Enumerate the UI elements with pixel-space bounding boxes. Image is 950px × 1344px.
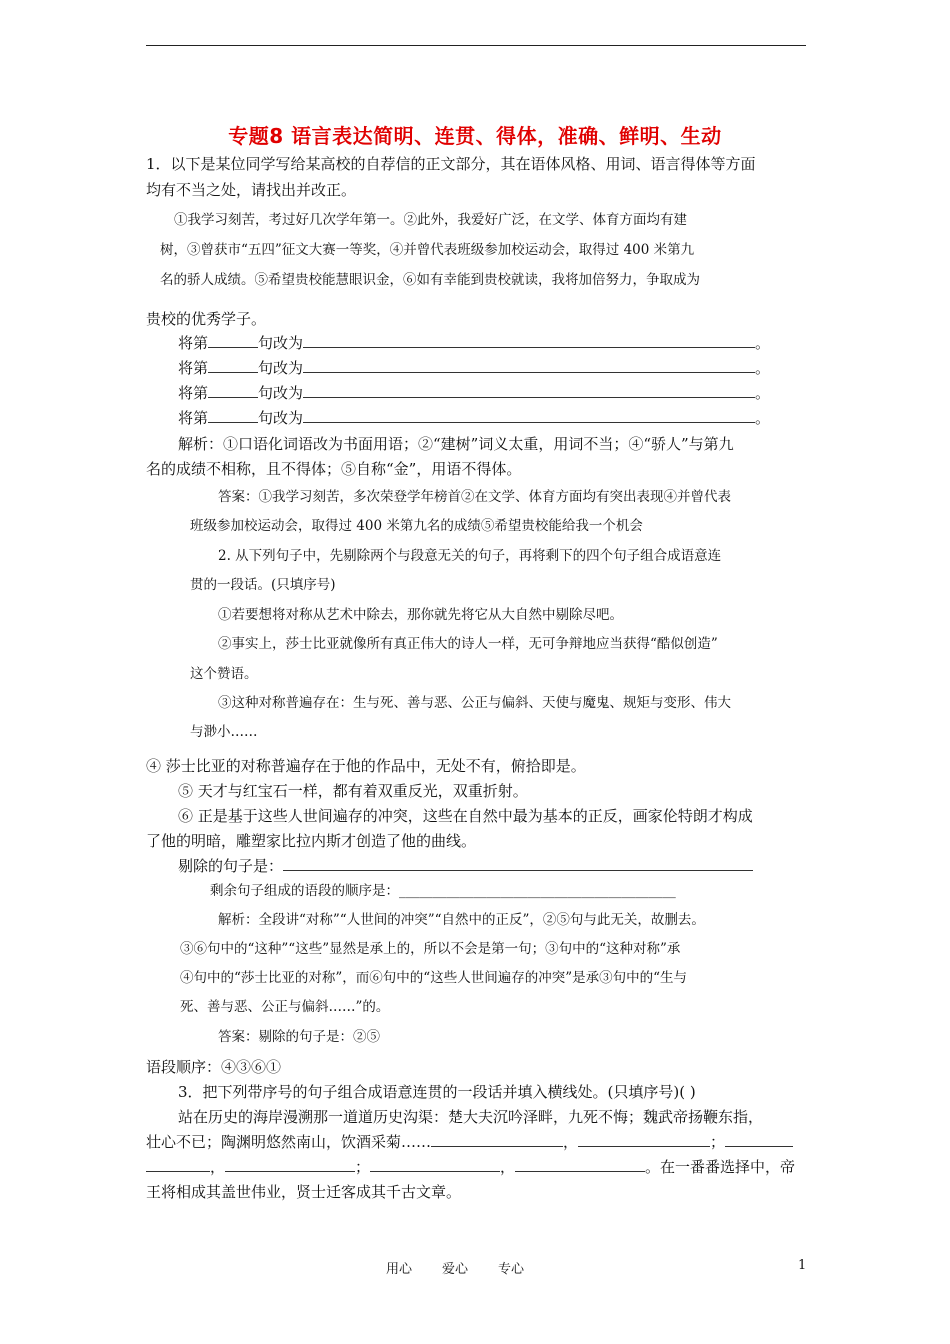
page-number: 1 (798, 1258, 807, 1273)
q1-fill-row (178, 408, 790, 428)
order-label: 剩余句子组成的语段的顺序是： (210, 883, 399, 899)
footer-motto: 爱心 (442, 1262, 469, 1277)
q3-text-line1: 站在历史的海岸漫溯那一道道历史沟渠：楚大夫沉吟泽畔，九死不悔；魏武帝扬鞭东指， (178, 1108, 764, 1126)
sentence-number-blank[interactable] (208, 358, 258, 373)
q1-prompt-line2: 均有不当之处，请找出并改正。 (146, 181, 357, 199)
fill-prefix: 将第 (178, 384, 209, 402)
fill-end: 。 (755, 409, 771, 427)
revision-blank[interactable] (303, 358, 755, 373)
q3-blank-3b[interactable] (146, 1157, 210, 1172)
q2-prompt-line1: 2. 从下列句子中，先剔除两个与段意无关的句子，再将剩下的四个句子组合成语意连 (218, 548, 722, 564)
q1-fill-row (178, 383, 790, 403)
q2-analysis-line2: ③⑥句中的“这种”“这些”显然是承上的，所以不会是第一句；③句中的“这种对称”承 (180, 941, 681, 957)
q1-passage-line2: 树，③曾获市“五四”征文大赛一等奖，④并曾代表班级参加校运动会，取得过 400 米第九 (160, 242, 695, 258)
q2-sentence-6-line2: 了他的明暗，雕塑家比拉内斯才创造了他的曲线。 (146, 832, 477, 850)
q1-passage-line3: 名的骄人成绩。⑤希望贵校能慧眼识金，⑥如有幸能到贵校就读，我将加倍努力，争取成为 (160, 272, 700, 288)
q3-sep: ， (210, 1158, 226, 1176)
q3-blank-4[interactable] (225, 1157, 355, 1172)
q3-text-line3 (146, 1157, 795, 1177)
q2-prompt-line2: 贯的一段话。(只填序号) (190, 577, 336, 593)
q2-sentence-2-line1: ②事实上，莎士比亚就像所有真正伟大的诗人一样，无可争辩地应当获得“酷似创造” (218, 636, 718, 652)
q2-answer: 答案：剔除的句子是：②⑤ (218, 1029, 380, 1045)
q3-sep: ； (355, 1158, 371, 1176)
q2-sentence-3-line1: ③这种对称普遍存在：生与死、善与恶、公正与偏斜、天使与魔鬼、规矩与变形、伟大 (218, 695, 731, 711)
q2-sentence-5: ⑤ 天才与红宝石一样，都有着双重反光，双重折射。 (178, 782, 528, 800)
q1-analysis-line2: 名的成绩不相称，且不得体；⑤自称“金”，用语不得体。 (146, 460, 522, 478)
q3-blank-6[interactable] (515, 1157, 645, 1172)
q2-analysis-line3: ④句中的“莎士比亚的对称”，而⑥句中的“这些人世间遍存的冲突”是承③句中的“生与 (180, 970, 688, 986)
q2-sentence-4: ④ 莎士比亚的对称普遍存在于他的作品中，无处不有，俯拾即是。 (146, 757, 586, 775)
fill-middle: 句改为 (258, 359, 304, 377)
revision-blank[interactable] (303, 408, 755, 423)
q3-blank-1[interactable] (431, 1132, 563, 1147)
q1-fill-row (178, 358, 790, 378)
q3-blank-5[interactable] (370, 1157, 500, 1172)
q3-text-line2 (146, 1132, 793, 1152)
sentence-number-blank[interactable] (208, 408, 258, 423)
q3-prompt: 3．把下列带序号的句子组合成语意连贯的一段话并填入横线处。(只填序号)( ) (178, 1083, 696, 1101)
q3-blank-2[interactable] (578, 1132, 710, 1147)
q3-sep: ， (563, 1133, 579, 1151)
q2-order-answer: 语段顺序：④③⑥① (146, 1058, 282, 1076)
q2-analysis-line4: 死、善与恶、公正与偏斜……”的。 (180, 999, 390, 1015)
q2-order-row (210, 881, 676, 901)
fill-end: 。 (755, 359, 771, 377)
removed-label: 剔除的句子是： (178, 857, 284, 875)
q3-text-line3-tail: 。在一番番选择中，帝 (645, 1158, 796, 1176)
q3-text-line4: 王将相成其盖世伟业，贤士迁客成其千古文章。 (146, 1183, 462, 1201)
q2-removed-row (178, 856, 753, 876)
fill-prefix: 将第 (178, 409, 209, 427)
revision-blank[interactable] (303, 333, 755, 348)
page-title: 专题8 语言表达简明、连贯、得体，准确、鲜明、生动 (228, 124, 722, 148)
q2-sentence-3-line2: 与渺小…… (190, 724, 258, 740)
fill-middle: 句改为 (258, 334, 304, 352)
q1-passage-line1: ①我学习刻苦，考过好几次学年第一。②此外，我爱好广泛，在文学、体育方面均有建 (174, 212, 687, 228)
q1-passage-line4: 贵校的优秀学子。 (146, 310, 267, 328)
q2-sentence-2-line2: 这个赞语。 (190, 666, 258, 682)
q3-text-line2-lead: 壮心不已；陶渊明悠然南山，饮酒采菊…… (146, 1133, 432, 1151)
sentence-number-blank[interactable] (208, 383, 258, 398)
fill-prefix: 将第 (178, 334, 209, 352)
q3-sep: ； (710, 1133, 726, 1151)
footer-motto: 专心 (498, 1262, 525, 1277)
q2-analysis-line1: 解析：全段讲“对称”“人世间的冲突”“自然中的正反”，②⑤句与此无关，故删去。 (218, 912, 705, 928)
order-blank-line[interactable]: _________________________________________ (399, 883, 676, 899)
footer-mottos (386, 1258, 554, 1277)
q3-sep: ， (500, 1158, 516, 1176)
q1-analysis-line1: 解析：①口语化词语改为书面用语；②“建树”词义太重，用词不当；④“骄人”与第九 (178, 435, 734, 453)
header-rule (146, 45, 806, 46)
q2-sentence-6-line1: ⑥ 正是基于这些人世间遍存的冲突，这些在自然中最为基本的正反，画家伦特朗才构成 (178, 807, 753, 825)
fill-end: 。 (755, 334, 771, 352)
revision-blank[interactable] (303, 383, 755, 398)
removed-answer-blank[interactable] (283, 856, 753, 871)
fill-prefix: 将第 (178, 359, 209, 377)
sentence-number-blank[interactable] (208, 333, 258, 348)
q1-answer-line2: 班级参加校运动会，取得过 400 米第九名的成绩⑤希望贵校能给我一个机会 (190, 518, 643, 534)
q2-sentence-1: ①若要想将对称从艺术中除去，那你就先将它从大自然中剔除尽吧。 (218, 607, 623, 623)
fill-middle: 句改为 (258, 384, 304, 402)
q1-prompt-line1: 1．以下是某位同学写给某高校的自荐信的正文部分，其在语体风格、用词、语言得体等方面 (146, 155, 756, 173)
q3-blank-3a[interactable] (725, 1132, 793, 1147)
fill-middle: 句改为 (258, 409, 304, 427)
q1-answer-line1: 答案：①我学习刻苦，多次荣登学年榜首②在文学、体育方面均有突出表现④并曾代表 (218, 489, 731, 505)
footer-motto: 用心 (386, 1262, 413, 1277)
fill-end: 。 (755, 384, 771, 402)
q1-fill-row (178, 333, 790, 353)
